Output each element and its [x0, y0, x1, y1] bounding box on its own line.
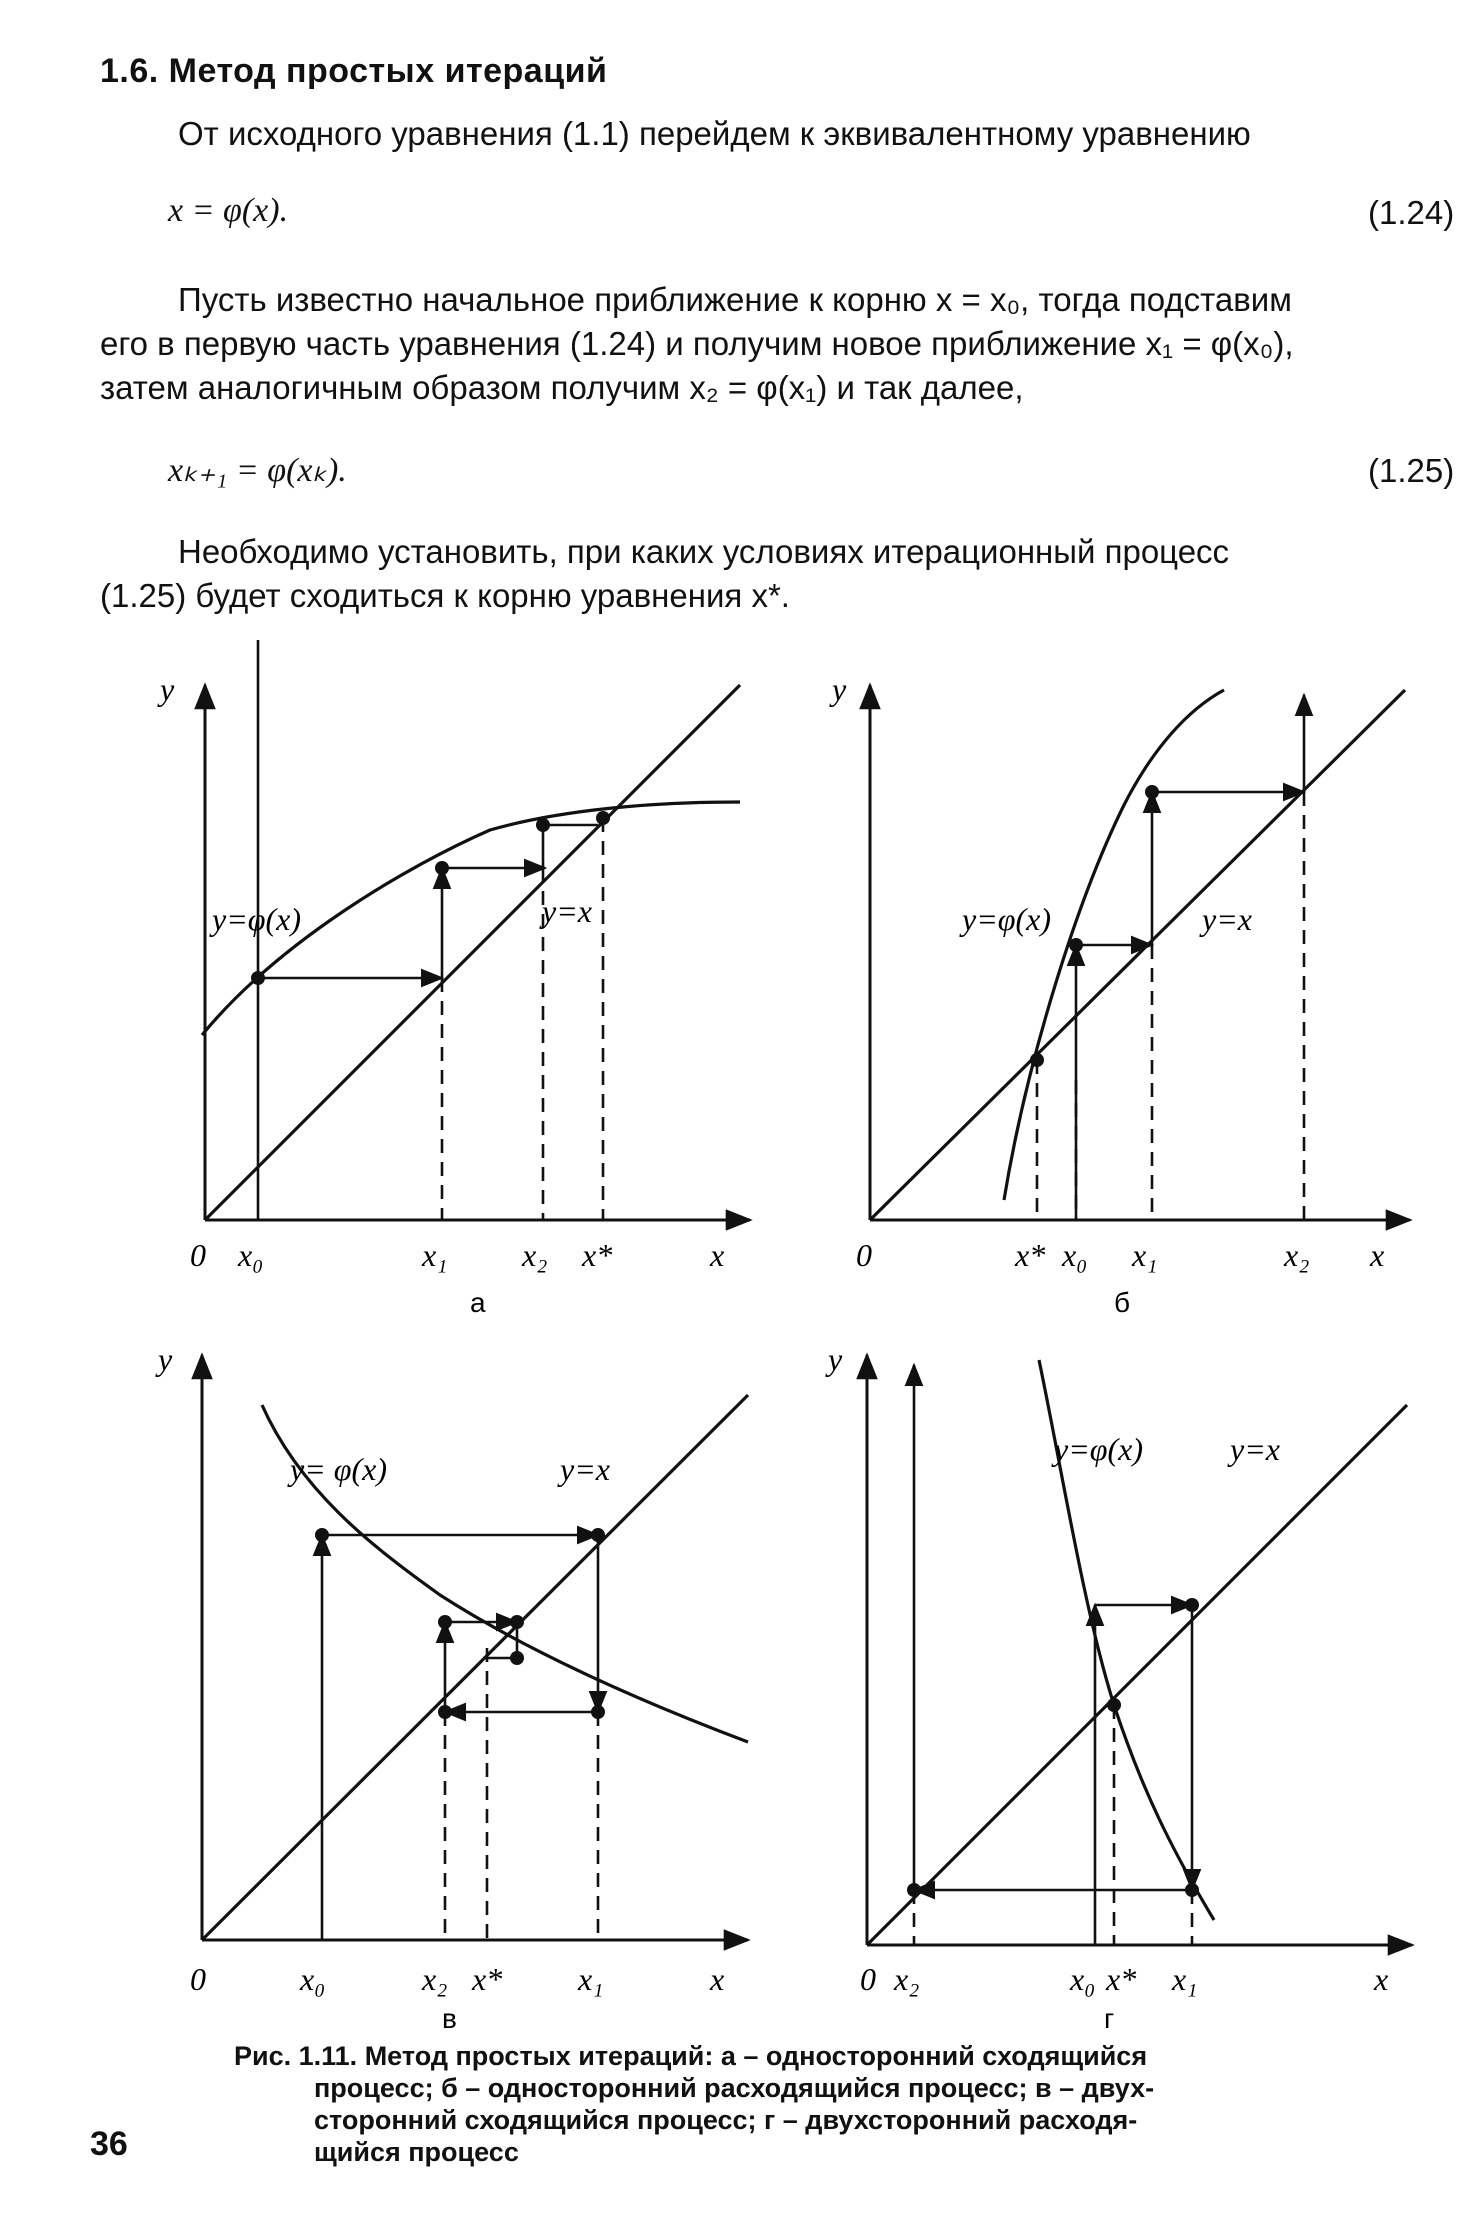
point: [1185, 1883, 1199, 1897]
x-axis-label: x: [1370, 1237, 1385, 1273]
origin-label: 0: [190, 1237, 206, 1273]
paragraph-3-line-1: Необходимо установить, при каких условиях итерационный процесс: [178, 533, 1230, 570]
paragraph-3-line-2: (1.25) будет сходиться к корню уравнения x*.: [100, 577, 790, 614]
tick-xstar: x*: [1015, 1237, 1046, 1273]
point: [315, 1528, 329, 1542]
point: [596, 811, 610, 825]
point: [1107, 1698, 1121, 1712]
figure-sublabel: г: [1104, 2003, 1115, 2030]
point: [536, 818, 550, 832]
point: [510, 1651, 524, 1665]
diagonal-label: y=x: [542, 893, 592, 929]
tick-xstar: x*: [1106, 1961, 1137, 1997]
paragraph-2-line-3: затем аналогичным образом получим x₂ = φ(x₁) и так далее,: [100, 369, 1024, 406]
tick-x2: x₂: [522, 1237, 548, 1273]
origin-label: 0: [856, 1237, 872, 1273]
point: [1145, 785, 1159, 799]
point: [438, 1615, 452, 1629]
diagonal-label: y=x: [1202, 901, 1252, 937]
figure-sublabel: б: [1114, 1287, 1131, 1318]
tick-x2: x₂: [894, 1961, 920, 1997]
point: [251, 971, 265, 985]
section-heading: 1.6. Метод простых итераций: [100, 52, 608, 90]
figure-sublabel: в: [442, 2003, 457, 2030]
x-axis-label: x: [710, 1237, 725, 1273]
tick-x0: x₀: [1070, 1961, 1096, 1997]
y-axis-label: y: [160, 671, 175, 707]
tick-x1: x₁: [1172, 1961, 1198, 1997]
point: [1185, 1598, 1199, 1612]
point: [435, 861, 449, 875]
point: [1069, 938, 1083, 952]
caption-line-2: процесс; б – односторонний расходящийся процесс; в – двух-: [314, 2073, 1155, 2103]
page-number: 36: [90, 2125, 128, 2163]
origin-label: 0: [190, 1961, 206, 1997]
tick-xstar: x*: [472, 1961, 503, 1997]
point: [591, 1705, 605, 1719]
paragraph-2-line-2: его в первую часть уравнения (1.24) и получим новое приближение x₁ = φ(x₀),: [100, 325, 1294, 362]
tick-x1: x₁: [1132, 1237, 1158, 1273]
point: [510, 1615, 524, 1629]
equation-number-1-25: (1.25): [1368, 452, 1455, 489]
figure-sublabel: а: [470, 1287, 486, 1318]
equation-1-24: x = φ(x).: [168, 192, 289, 229]
tick-x0: x₀: [300, 1961, 326, 1997]
figure-c: [150, 1330, 770, 2030]
tick-x1: x₁: [422, 1237, 448, 1273]
y-axis-label: y: [832, 671, 847, 707]
figure-d: [822, 1330, 1442, 2030]
caption-line-4: щийся процесс: [314, 2137, 519, 2167]
phi-label: y=φ(x): [1054, 1431, 1144, 1467]
diagonal-label: y=x: [560, 1451, 610, 1487]
caption-line-1: Рис. 1.11. Метод простых итераций: а – односторонний сходящийся: [234, 2041, 1148, 2071]
point: [1030, 1053, 1044, 1067]
point: [907, 1883, 921, 1897]
origin-label: 0: [860, 1961, 876, 1997]
caption-line-3: сторонний сходящийся процесс; г – двухсторонний расходя-: [314, 2105, 1138, 2135]
line-y-equals-x: [870, 690, 1405, 1220]
line-y-equals-x: [202, 1395, 748, 1940]
figure-caption: [234, 2040, 1324, 2168]
y-axis-label: y: [158, 1341, 173, 1377]
phi-label: y=φ(x): [962, 901, 1052, 937]
tick-x2: x₂: [1284, 1237, 1310, 1273]
tick-x1: x₁: [578, 1961, 604, 1997]
figure-b: [822, 640, 1442, 1320]
tick-x0: x₀: [1062, 1237, 1088, 1273]
tick-xstar: x*: [582, 1237, 613, 1273]
point: [438, 1705, 452, 1719]
phi-label: y=φ(x): [212, 901, 302, 937]
point: [591, 1528, 605, 1542]
y-axis-label: y: [828, 1341, 843, 1377]
paragraph-2-line-1: Пусть известно начальное приближение к корню x = x₀, тогда подставим: [178, 281, 1292, 318]
line-y-equals-x: [867, 1405, 1407, 1945]
tick-x2: x₂: [422, 1961, 448, 1997]
x-axis-label: x: [710, 1961, 725, 1997]
paragraph-intro: От исходного уравнения (1.1) перейдем к эквивалентному уравнению: [178, 115, 1251, 152]
phi-label: y= φ(x): [290, 1451, 388, 1487]
diagonal-label: y=x: [1230, 1431, 1280, 1467]
equation-number-1-24: (1.24): [1368, 194, 1455, 231]
tick-x0: x₀: [238, 1237, 264, 1273]
x-axis-label: x: [1374, 1961, 1389, 1997]
figure-a: [150, 640, 770, 1320]
equation-1-25: xₖ₊₁ = φ(xₖ).: [168, 452, 347, 489]
